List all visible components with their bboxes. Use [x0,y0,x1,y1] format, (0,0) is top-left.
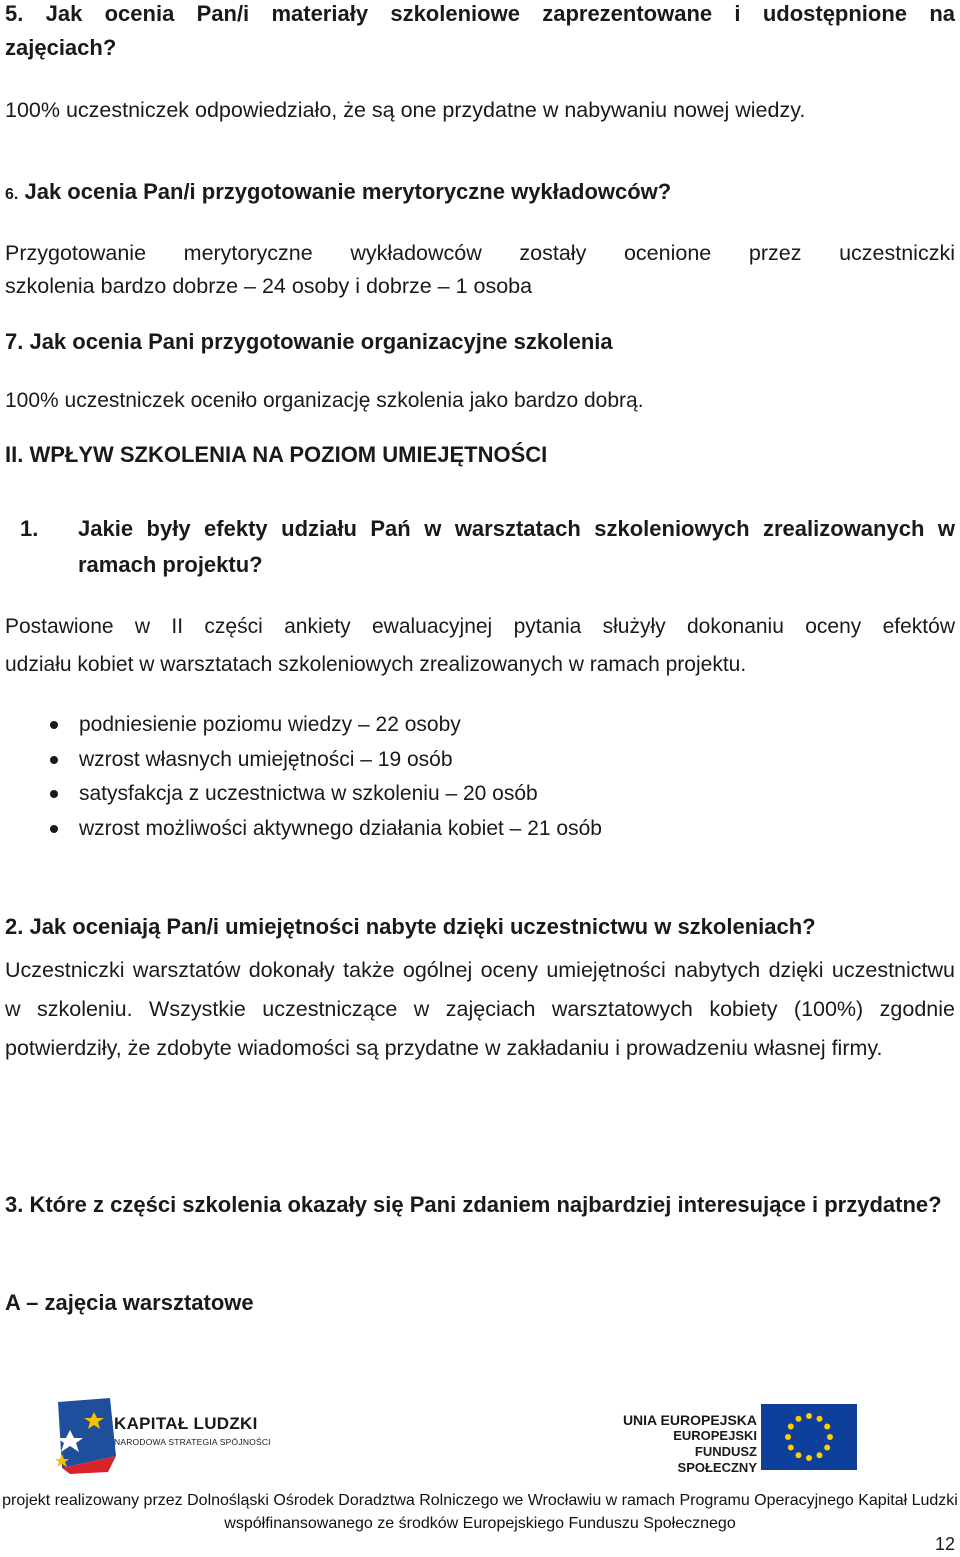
question-5-line2: zajęciach? [5,35,117,60]
page-number: 12 [934,1534,955,1554]
list-item: wzrost własnych umiejętności – 19 osób [5,743,955,778]
list-item: wzrost możliwości aktywnego działania kobiet – 21 osób [5,812,955,847]
section2-question-1-line2: ramach projektu? [78,552,263,577]
section2-question-1 [8,511,955,583]
answer-7: 100% uczestniczek oceniło organizację szkolenia jako bardzo dobrą. [5,389,644,412]
kapital-ludzki-subtitle: NARODOWA STRATEGIA SPÓJNOŚCI [114,1437,271,1447]
kapital-ludzki-logo [50,1396,280,1474]
section2-answer-1-line2: udziału kobiet w warsztatach szkoleniowych zrealizowanych w ramach projektu. [5,653,747,676]
eu-efs-logo [612,1404,857,1475]
section2-question-2: 2. Jak oceniają Pan/i umiejętności nabyte dzięki uczestnictwu w szkoleniach? [5,914,816,939]
answer-6-line1: Przygotowanie merytoryczne wykładowców zostały ocenione przez uczestniczki [5,241,955,265]
footer-line1: projekt realizowany przez Dolnośląski Ośrodek Doradztwa Rolniczego we Wrocławiu w ramach Programu Operacyjnego Kapitał Ludzki [2,1492,958,1509]
eu-logo-line1: UNIA EUROPEJSKA [622,1412,757,1428]
question-7: 7. Jak ocenia Pani przygotowanie organizacyjne szkolenia [5,329,613,354]
answer-6-line2: szkolenia bardzo dobrze – 24 osoby i dobrze – 1 osoba [5,274,533,298]
kapital-ludzki-title: KAPITAŁ LUDZKI [114,1414,258,1433]
question-5-line1: 5. Jak ocenia Pan/i materiały szkoleniowe zaprezentowane i udostępnione na [5,1,955,26]
question-6-text: Jak ocenia Pan/i przygotowanie merytoryczne wykładowców? [24,179,672,204]
section2-question-3-answer: A – zajęcia warsztatowe [5,1290,254,1315]
section-heading-2: II. WPŁYW SZKOLENIA NA POZIOM UMIEJĘTNOŚCI [5,442,548,467]
list-item: podniesienie poziomu wiedzy – 22 osoby [5,708,955,743]
question-6 [5,174,955,213]
section2-answer-1-line1: Postawione w II części ankiety ewaluacyjnej pytania służyły dokonaniu oceny efektów [5,615,955,638]
section2-question-1-number: 1. [20,516,39,541]
kapital-ludzki-emblem-icon [50,1396,120,1474]
answer-5: 100% uczestniczek odpowiedziało, że są one przydatne w nabywaniu nowej wiedzy. [5,98,806,122]
eu-flag-icon [761,1404,857,1470]
question-6-number: 6. [5,186,19,203]
footer-line2: współfinansowanego ze środków Europejskiego Funduszu Społecznego [224,1515,736,1532]
eu-logo-line2: EUROPEJSKI [673,1428,757,1443]
section2-answer-2: Uczestniczki warsztatów dokonały także ogólnej oceny umiejętności nabytych dzięki uczestnictwu w szkoleniu. Wszystkie uczestniczące w zajęciach warsztatowych kobiety (100%) zgodnie potwierdziły, że zdobyte wiadomości są przydatne w zakładaniu i prowadzeniu własnej firmy. [5,958,955,1060]
section2-question-3: 3. Które z części szkolenia okazały się Pani zdaniem najbardziej interesujące i przydatne? [5,1192,942,1217]
effects-list [5,708,955,846]
section2-question-1-line1: Jakie były efekty udziału Pań w warsztatach szkoleniowych zrealizowanych w [78,516,955,541]
eu-logo-line3: FUNDUSZ SPOŁECZNY [677,1444,757,1475]
list-item: satysfakcja z uczestnictwa w szkoleniu – 20 osób [5,777,955,812]
